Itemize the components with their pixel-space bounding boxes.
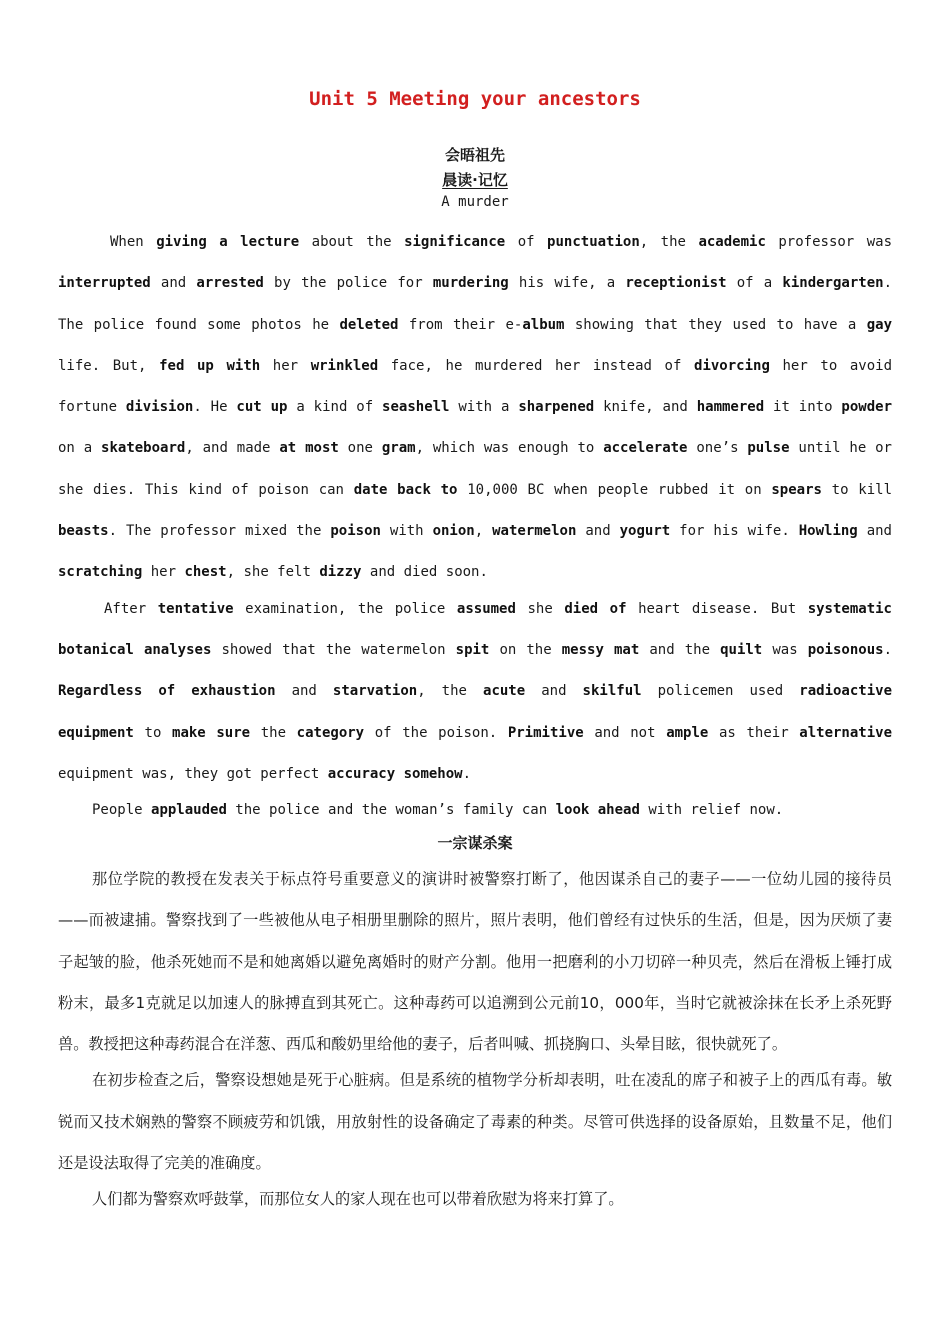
vocab-term: wrinkled	[310, 357, 379, 374]
chinese-paragraph-3: 人们都为警察欢呼鼓掌，而那位女人的家人现在也可以带着欣慰为将来打算了。	[92, 1190, 624, 1209]
vocab-term: kindergarten	[782, 275, 884, 292]
vocab-term: sharpened	[518, 399, 595, 416]
vocab-term: academic	[698, 234, 766, 250]
chinese-paragraph-2: 在初步检查之后，警察设想她是死于心脏病。但是系统的植物学分析却表明，吐在凌乱的席子和被子上的西瓜有毒。敏锐而又技术娴熟的警察不顾疲劳和饥饿，用放射性的设备确定了毒素的种类。尽管可供选择的设备原始，且数量不足，他们还是设法取得了完美的准确度。	[58, 1071, 892, 1173]
vocab-term: category	[296, 724, 365, 741]
vocab-term: hammered	[696, 399, 765, 416]
vocab-term: poison	[330, 523, 381, 540]
vocab-term: botanical analyses	[58, 641, 212, 658]
vocab-term: giving a lecture	[156, 234, 300, 250]
vocab-term: onion	[432, 523, 475, 540]
story-title: A murder	[441, 194, 509, 210]
vocab-term: look ahead	[555, 802, 640, 819]
english-paragraph-2: After tentative examination, the police assumed she died of heart disease. But systematic botanical analyses showed that the watermelon spit on the messy mat and the quilt was poisonous. Regardless of exhaustion and starvation, the acute and skilful policemen used radioactive equipment to make sure the category of the poison. Primitive and not ample as their alternative equipment was, they got perfect accuracy somehow.	[58, 600, 892, 782]
vocab-term: accuracy somehow	[327, 765, 463, 782]
vocab-term: skilful	[582, 683, 642, 700]
vocab-term: skateboard	[101, 440, 186, 457]
vocab-term: assumed	[456, 600, 516, 617]
vocab-term: tentative	[157, 600, 234, 617]
vocab-term: division	[125, 399, 194, 416]
vocab-term: accelerate	[603, 440, 688, 457]
vocab-term: Primitive	[507, 724, 584, 741]
vocab-term: quilt	[720, 641, 763, 658]
vocab-term: at most	[279, 440, 339, 457]
vocab-term: messy mat	[561, 641, 640, 658]
vocab-term: ample	[666, 724, 709, 741]
vocab-term: watermelon	[492, 523, 577, 540]
vocab-term: alternative	[799, 724, 892, 741]
unit-title: Unit 5 Meeting your ancestors	[309, 88, 641, 110]
english-passage	[58, 222, 892, 831]
vocab-term: divorcing	[694, 357, 770, 374]
vocab-term: date back to	[353, 481, 458, 498]
vocab-term: significance	[404, 234, 506, 250]
vocab-term: gram	[381, 440, 416, 457]
vocab-term: cut up	[236, 399, 288, 416]
chinese-paragraph-1: 那位学院的教授在发表关于标点符号重要意义的演讲时被警察打断了，他因谋杀自己的妻子——一位幼儿园的接待员——而被逮捕。警察找到了一些被他从电子相册里删除的照片，照片表明，他们曾经有过快乐的生活，但是，因为厌烦了妻子起皱的脸，他杀死她而不是和她离婚以避免离婚时的财产分割。他用一把磨利的小刀切碎一种贝壳，然后在滑板上锤打成粉末，最多1克就足以加速人的脉搏直到其死亡。这种毒药可以追溯到公元前10，000年，当时它就被涂抹在长矛上杀死野兽。教授把这种毒药混合在洋葱、西瓜和酸奶里给他的妻子，后者叫喊、抓挠胸口、头晕目眩，很快就死了。	[58, 870, 892, 1054]
english-paragraph-1: When giving a lecture about the significance of punctuation, the academic professor was interrupted and arrested by the police for murdering his wife, a receptionist of a kindergarten. The police found some photos he deleted from their e-album showing that they used to have a gay life. But, fed up with her wrinkled face, he murdered her instead of divorcing her to avoid fortune division. He cut up a kind of seashell with a sharpened knife, and hammered it into powder on a skateboard, and made at most one gram, which was enough to accelerate one’s pulse until he or she dies. This kind of poison can date back to 10,000 BC when people rubbed it on spears to kill beasts. The professor mixed the poison with onion, watermelon and yogurt for his wife. Howling and scratching her chest, she felt dizzy and died soon.	[58, 234, 893, 581]
vocab-term: beasts	[58, 523, 109, 540]
vocab-term: scratching	[58, 564, 143, 581]
chinese-passage	[58, 859, 892, 1221]
vocab-term: receptionist	[625, 275, 727, 292]
vocab-term: interrupted	[58, 275, 151, 292]
chinese-subtitle: 会晤祖先	[444, 146, 505, 164]
vocab-term: murdering	[432, 275, 509, 292]
section-label: 晨读·记忆	[442, 171, 508, 189]
vocab-term: applauded	[151, 802, 227, 819]
vocab-term: starvation	[332, 683, 418, 700]
vocab-term: dizzy	[319, 564, 362, 581]
vocab-term: poisonous	[807, 641, 884, 658]
vocab-term: spit	[455, 641, 490, 658]
chinese-story-title: 一宗谋杀案	[437, 834, 513, 852]
vocab-term: yogurt	[619, 523, 671, 540]
english-paragraph-3: People applauded the police and the woman’s family can look ahead with relief now.	[92, 802, 784, 819]
vocab-term: album	[522, 316, 565, 333]
vocab-term: powder	[841, 399, 892, 416]
vocab-term: spears	[771, 481, 822, 498]
vocab-term: deleted	[339, 316, 399, 333]
vocab-term: seashell	[382, 399, 450, 416]
vocab-term: Howling	[798, 523, 858, 540]
vocab-term: arrested	[196, 275, 264, 292]
vocab-term: gay	[866, 316, 893, 333]
vocab-term: pulse	[747, 440, 790, 457]
vocab-term: fed up with	[159, 357, 261, 374]
vocab-term: make sure	[172, 724, 251, 741]
vocab-term: radioactive equipment	[58, 683, 892, 741]
vocab-term: punctuation	[547, 234, 640, 250]
vocab-term: Regardless of exhaustion	[58, 683, 276, 700]
vocab-term: systematic	[807, 600, 892, 617]
vocab-term: chest	[184, 564, 227, 581]
vocab-term: acute	[483, 683, 526, 700]
vocab-term: died of	[564, 600, 627, 617]
